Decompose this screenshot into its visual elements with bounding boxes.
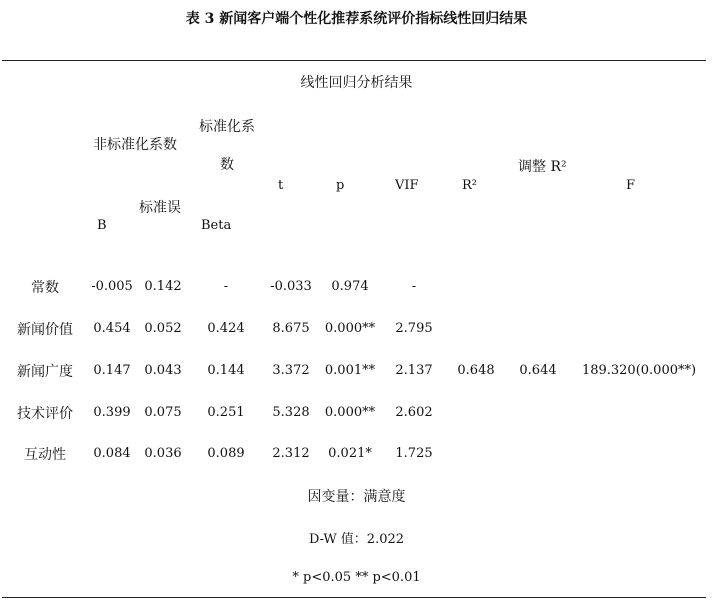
cell-b: 0.454 — [93, 321, 131, 336]
row-label: 技术评价 — [17, 406, 73, 422]
cell-beta: 0.144 — [207, 363, 245, 378]
header-r-squared: R² — [462, 178, 477, 193]
cell-t: 2.312 — [272, 446, 310, 461]
dependent-variable-note: 因变量：满意度 — [307, 489, 406, 505]
cell-vif: 2.602 — [395, 405, 433, 420]
cell-t: 3.372 — [272, 363, 310, 378]
table-title: 表 3 新闻客户端个性化推荐系统评价指标线性回归结果 — [185, 11, 528, 27]
cell-b: 0.399 — [93, 405, 131, 420]
table-subtitle: 线性回归分析结果 — [300, 75, 413, 91]
cell-se: 0.043 — [144, 363, 182, 378]
header-standardized-line2: 数 — [220, 157, 234, 173]
cell-t: -0.033 — [270, 279, 312, 294]
header-p: p — [336, 178, 345, 193]
cell-p: 0.000** — [324, 405, 376, 420]
row-label: 常数 — [31, 280, 59, 296]
cell-se: 0.052 — [144, 321, 182, 336]
cell-beta: 0.089 — [207, 446, 245, 461]
cell-b: 0.147 — [93, 363, 131, 378]
header-t: t — [278, 178, 284, 193]
cell-t: 5.328 — [272, 405, 310, 420]
cell-beta: - — [223, 279, 229, 294]
durbin-watson-note: D-W 值：2.022 — [308, 532, 405, 547]
cell-se: 0.142 — [144, 279, 182, 294]
cell-r-squared: 0.648 — [457, 363, 495, 378]
header-unstandardized: 非标准化系数 — [93, 137, 177, 153]
significance-note: * p<0.05 ** p<0.01 — [292, 570, 421, 585]
cell-adjusted-r-squared: 0.644 — [519, 363, 557, 378]
header-b: B — [97, 218, 107, 233]
header-vif: VIF — [395, 178, 419, 193]
row-label: 新闻价值 — [17, 322, 73, 338]
header-beta: Beta — [201, 218, 232, 233]
cell-beta: 0.251 — [207, 405, 245, 420]
cell-vif: - — [411, 279, 417, 294]
cell-t: 8.675 — [272, 321, 310, 336]
cell-vif: 2.137 — [395, 363, 433, 378]
cell-p: 0.021* — [328, 446, 372, 461]
bottom-rule — [2, 597, 706, 598]
cell-se: 0.036 — [144, 446, 182, 461]
cell-vif: 1.725 — [395, 446, 433, 461]
cell-f: 189.320(0.000**) — [581, 363, 697, 378]
cell-p: 0.974 — [331, 279, 369, 294]
cell-b: -0.005 — [91, 279, 133, 294]
row-label: 新闻广度 — [17, 364, 73, 380]
header-adjusted-r-squared: 调整 R² — [518, 159, 567, 175]
cell-b: 0.084 — [93, 446, 131, 461]
row-label: 互动性 — [24, 447, 66, 463]
cell-beta: 0.424 — [207, 321, 245, 336]
cell-vif: 2.795 — [395, 321, 433, 336]
header-standardized-line1: 标准化系 — [199, 119, 255, 135]
cell-p: 0.000** — [324, 321, 376, 336]
header-std-error: 标准误 — [139, 200, 181, 216]
header-f: F — [626, 178, 636, 193]
cell-p: 0.001** — [324, 363, 376, 378]
cell-se: 0.075 — [144, 405, 182, 420]
top-rule — [2, 60, 706, 61]
